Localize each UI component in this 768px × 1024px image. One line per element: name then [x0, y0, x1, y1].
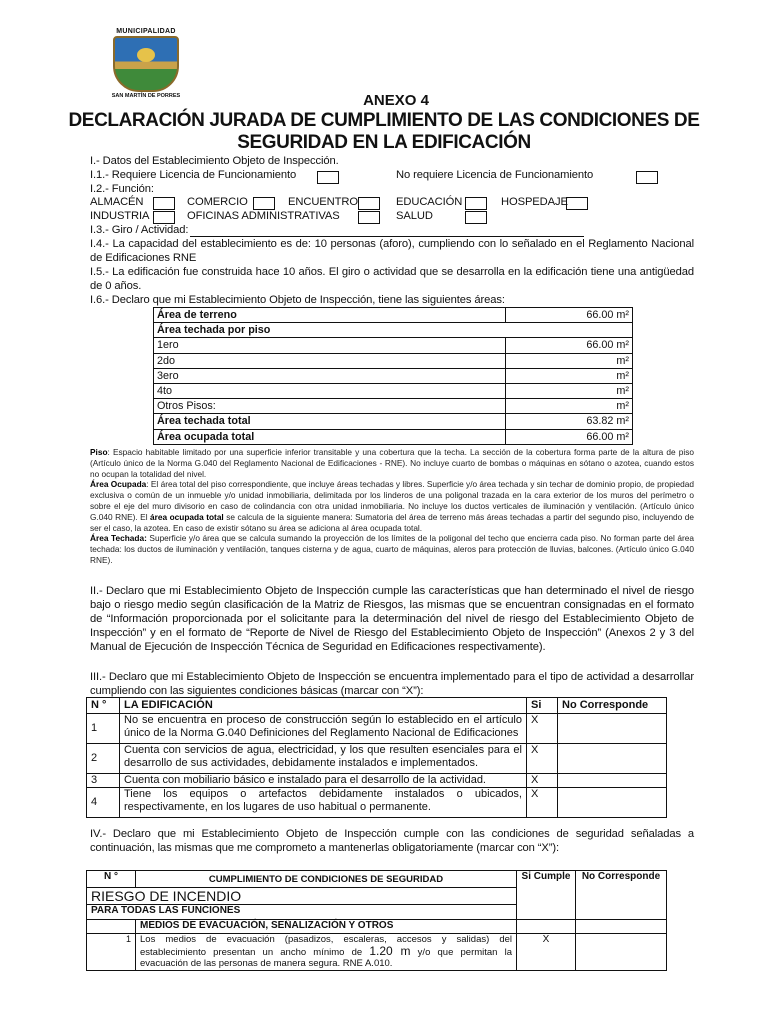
license-not-required-checkbox[interactable]	[636, 171, 658, 184]
function-industria-checkbox[interactable]	[153, 211, 175, 224]
si-mark[interactable]: X	[527, 744, 558, 774]
basic-conditions-table	[86, 697, 667, 818]
col-no-header: N °	[87, 698, 120, 714]
function-almacen-checkbox[interactable]	[153, 197, 175, 210]
nc-cell[interactable]	[576, 934, 667, 971]
areas-table	[153, 307, 633, 445]
activity-label: I.3.- Giro / Actividad:	[90, 224, 189, 236]
condition-text: No se encuentra en proceso de construcción según lo establecido en el artículo único de la Norma G.040 Definiciones del Reglamento Nacional de Edificaciones	[120, 714, 527, 744]
document-title	[0, 110, 768, 154]
floor-1-value: 66.00 m²	[506, 338, 633, 353]
other-floors-value: m²	[506, 399, 633, 414]
row-number: 2	[87, 744, 120, 774]
table-row	[87, 774, 667, 788]
condition-text: Cuenta con servicios de agua, electricidad, y los que resulten esenciales para el desarrollo de sus actividades, debidamente instalados e implementados.	[120, 744, 527, 774]
table-row	[154, 323, 633, 338]
nc-cell[interactable]	[558, 744, 667, 774]
condition-text	[136, 934, 517, 971]
si-mark[interactable]: X	[527, 788, 558, 818]
area-techada-total-label: Área techada total	[154, 414, 506, 429]
si-mark[interactable]: X	[527, 714, 558, 744]
note-techada-term: Área Techada:	[90, 533, 147, 544]
logo-top-text: MUNICIPALIDAD	[116, 28, 176, 35]
table-header-row	[87, 871, 667, 888]
title-line-1: DECLARACIÓN JURADA DE CUMPLIMIENTO DE LAS CONDICIONES DE	[68, 110, 700, 131]
area-techada-total-value: 63.82 m²	[506, 414, 633, 429]
table-row	[154, 353, 633, 368]
function-oficinas-checkbox[interactable]	[358, 211, 380, 224]
condition-width: 1.20 m	[369, 943, 411, 958]
capacity-text: I.4.- La capacidad del establecimiento es de: 10 personas (aforo), cumpliendo con lo señalado en el Reglamento Nacional de Edificaciones RNE	[90, 238, 694, 264]
function-almacen-label: ALMACÉN	[90, 196, 144, 208]
note-ocupada	[90, 479, 694, 533]
condition-text: Cuenta con mobiliario básico e instalado para el desarrollo de la actividad.	[120, 774, 527, 788]
table-row	[87, 714, 667, 744]
note-piso-text: : Espacio habitable limitado por una superficie inferior transitable y una cobertura que la techa. La sección de la cobertura forma parte de la altura de piso (Artículo único de la Norma G.040 del Reglamento Nacional de Edificaciones - RNE). No incluye cuarto de bombas o máquinas en sótano o azotea, cuando estos no ocupan la totalidad del nivel.	[90, 447, 694, 479]
nc-cell[interactable]	[558, 774, 667, 788]
evacuation-heading: MEDIOS DE EVACUACIÓN, SEÑALIZACIÓN Y OTROS	[136, 920, 517, 934]
all-functions-heading: PARA TODAS LAS FUNCIONES	[87, 905, 517, 920]
title-line-2: SEGURIDAD EN LA EDIFICACIÓN	[237, 132, 531, 153]
floor-3-label: 3ero	[154, 368, 506, 383]
empty-cell	[517, 920, 576, 934]
areas-intro: I.6.- Declaro que mi Establecimiento Objeto de Inspección, tiene las siguientes áreas:	[90, 294, 505, 306]
area-terreno-label: Área de terreno	[154, 308, 506, 323]
function-encuentro-label: ENCUENTRO	[288, 196, 358, 208]
function-encuentro-checkbox[interactable]	[358, 197, 380, 210]
table-row	[87, 788, 667, 818]
col-edificacion-header: LA EDIFICACIÓN	[120, 698, 527, 714]
note-ocupada-text: : El área total del piso correspondiente, que incluye áreas techadas y libres. Superficie y/o área techada y sin techar de dominio propio, de propiedad exclusiva o común de un inmueble y/o unidad inmobiliaria, delimitada por los linderos de una poligonal trazada en la cara exterior de los muros del perímetro o sobre el eje del muro divisorio en caso de colindancia con otra unidad inmobiliaria. No incluye los ductos verticales de iluminación y ventilación. (Artículo único G.040 RNE). El	[90, 479, 695, 522]
area-techada-piso-label: Área techada por piso	[154, 323, 633, 338]
row-number: 1	[87, 714, 120, 744]
activity-field[interactable]	[190, 236, 584, 237]
note-ocupada-term: Área Ocupada	[90, 479, 147, 490]
table-row	[154, 429, 633, 444]
note-techada	[90, 533, 694, 565]
col-no-header: N °	[87, 871, 136, 888]
table-row	[154, 399, 633, 414]
section-3-text: III.- Declaro que mi Establecimiento Objeto de Inspección se encuentra implementado para el tipo de actividad a desarrollar cumpliendo con las siguientes condiciones básicas (marcar con “X”):	[90, 671, 694, 697]
fire-risk-heading: RIESGO DE INCENDIO	[87, 888, 517, 905]
logo-bottom-text: SAN MARTÍN DE PORRES	[111, 93, 181, 99]
function-label: I.2.- Función:	[90, 183, 154, 195]
table-row	[154, 414, 633, 429]
condition-text-c: y/o que permitan la evacuación de las personas de manera segura. RNE A.010.	[140, 946, 513, 969]
license-required-checkbox[interactable]	[317, 171, 339, 184]
condition-text-a: Los medios de evacuación (pasadizos, escaleras, accesos y salidas) del establecimiento presentan un ancho mínimo de	[140, 934, 512, 958]
row-number: 1	[87, 934, 136, 971]
function-educacion-label: EDUCACIÓN	[396, 196, 463, 208]
note-techada-text: Superficie y/o área que se calcula sumando la proyección de los límites de la poligonal del techo que encierra cada piso. No forman parte del área techada: los ductos de iluminación y ventilación, tanques cisterna y de agua, cuarto de máquinas, aleros para protección de lluvias, balcones. (Artículo único G.040 RNE).	[90, 533, 694, 565]
table-row	[154, 338, 633, 353]
nc-cell[interactable]	[558, 788, 667, 818]
table-row	[154, 368, 633, 383]
table-row	[87, 920, 667, 934]
function-salud-label: SALUD	[396, 210, 433, 222]
condition-text: Tiene los equipos o artefactos debidamente instalados o ubicados, respectivamente, en los lugares de uso habitual o permanente.	[120, 788, 527, 818]
function-hospedaje-checkbox[interactable]	[566, 197, 588, 210]
note-ocupada-total-term: área ocupada total	[150, 511, 224, 522]
note-ocupada-text-2: se calcula de la siguiente manera: Sumatoria del área de terreno más áreas techadas a partir del segundo piso, incluyendo de ser el caso, la azotea. En caso de existir sótano su área se adiciona al área ocupada total.	[90, 511, 695, 533]
floor-3-value: m²	[506, 368, 633, 383]
table-row	[87, 744, 667, 774]
col-si-cumple-header: Si Cumple	[517, 871, 576, 920]
table-row	[154, 308, 633, 323]
row-number: 4	[87, 788, 120, 818]
function-oficinas-label: OFICINAS ADMINISTRATIVAS	[187, 210, 340, 222]
row-number: 3	[87, 774, 120, 788]
col-si-header: Si	[527, 698, 558, 714]
area-ocupada-total-label: Área ocupada total	[154, 429, 506, 444]
nc-cell[interactable]	[558, 714, 667, 744]
floor-4-value: m²	[506, 383, 633, 398]
si-cumple-mark[interactable]: X	[517, 934, 576, 971]
license-required-label: I.1.- Requiere Licencia de Funcionamiento	[90, 169, 297, 181]
function-comercio-label: COMERCIO	[187, 196, 248, 208]
floor-1-label: 1ero	[154, 338, 506, 353]
coat-of-arms-icon	[113, 36, 179, 92]
function-industria-label: INDUSTRIA	[90, 210, 150, 222]
function-comercio-checkbox[interactable]	[253, 197, 275, 210]
table-row	[87, 934, 667, 971]
section-1-heading: I.- Datos del Establecimiento Objeto de Inspección.	[90, 155, 339, 167]
empty-cell	[87, 920, 136, 934]
floor-2-value: m²	[506, 353, 633, 368]
function-hospedaje-label: HOSPEDAJE	[501, 196, 568, 208]
function-salud-checkbox[interactable]	[465, 211, 487, 224]
col-nc-header: No Corresponde	[576, 871, 667, 920]
floor-4-label: 4to	[154, 383, 506, 398]
note-piso	[90, 447, 694, 479]
col-condiciones-header: CUMPLIMIENTO DE CONDICIONES DE SEGURIDAD	[136, 871, 517, 888]
license-required-row	[90, 169, 296, 181]
section-4-text: IV.- Declaro que mi Establecimiento Objeto de Inspección cumple con las condiciones de seguridad señaladas a continuación, las mismas que me comprometo a mantenerlas obligatoriamente (marcar con “X”):	[90, 828, 694, 854]
antiquity-text: I.5.- La edificación fue construida hace 10 años. El giro o actividad que se desarrolla en la edificación tiene una antigüedad de 0 años.	[90, 266, 694, 292]
section-2-text: II.- Declaro que mi Establecimiento Objeto de Inspección cumple las características que han determinado el nivel de riesgo bajo o riesgo medio según clasificación de la Matriz de Riesgos, las mismas que se encuentran consignadas en el formato de “Información proporcionada por el solicitante para la determinación del nivel de riesgo del Establecimiento Objeto de Inspección” y en el formato de “Reporte de Nivel de Riesgo del Establecimiento Objeto de Inspección” (Anexos 2 y 3 del Manual de Ejecución de Inspección Técnica de Seguridad en Edificaciones respectivamente).	[90, 585, 694, 653]
function-educacion-checkbox[interactable]	[465, 197, 487, 210]
license-not-required-label: No requiere Licencia de Funcionamiento	[396, 169, 594, 181]
other-floors-label: Otros Pisos:	[154, 399, 506, 414]
empty-cell	[576, 920, 667, 934]
col-nc-header: No Corresponde	[558, 698, 667, 714]
note-piso-term: Piso	[90, 447, 108, 457]
floor-2-label: 2do	[154, 353, 506, 368]
annex-label: ANEXO 4	[363, 92, 429, 109]
table-header-row	[87, 698, 667, 714]
definitions-notes	[90, 447, 694, 566]
safety-conditions-table	[86, 870, 667, 971]
table-row	[154, 383, 633, 398]
si-mark[interactable]: X	[527, 774, 558, 788]
area-terreno-value: 66.00 m²	[506, 308, 633, 323]
area-ocupada-total-value: 66.00 m²	[506, 429, 633, 444]
